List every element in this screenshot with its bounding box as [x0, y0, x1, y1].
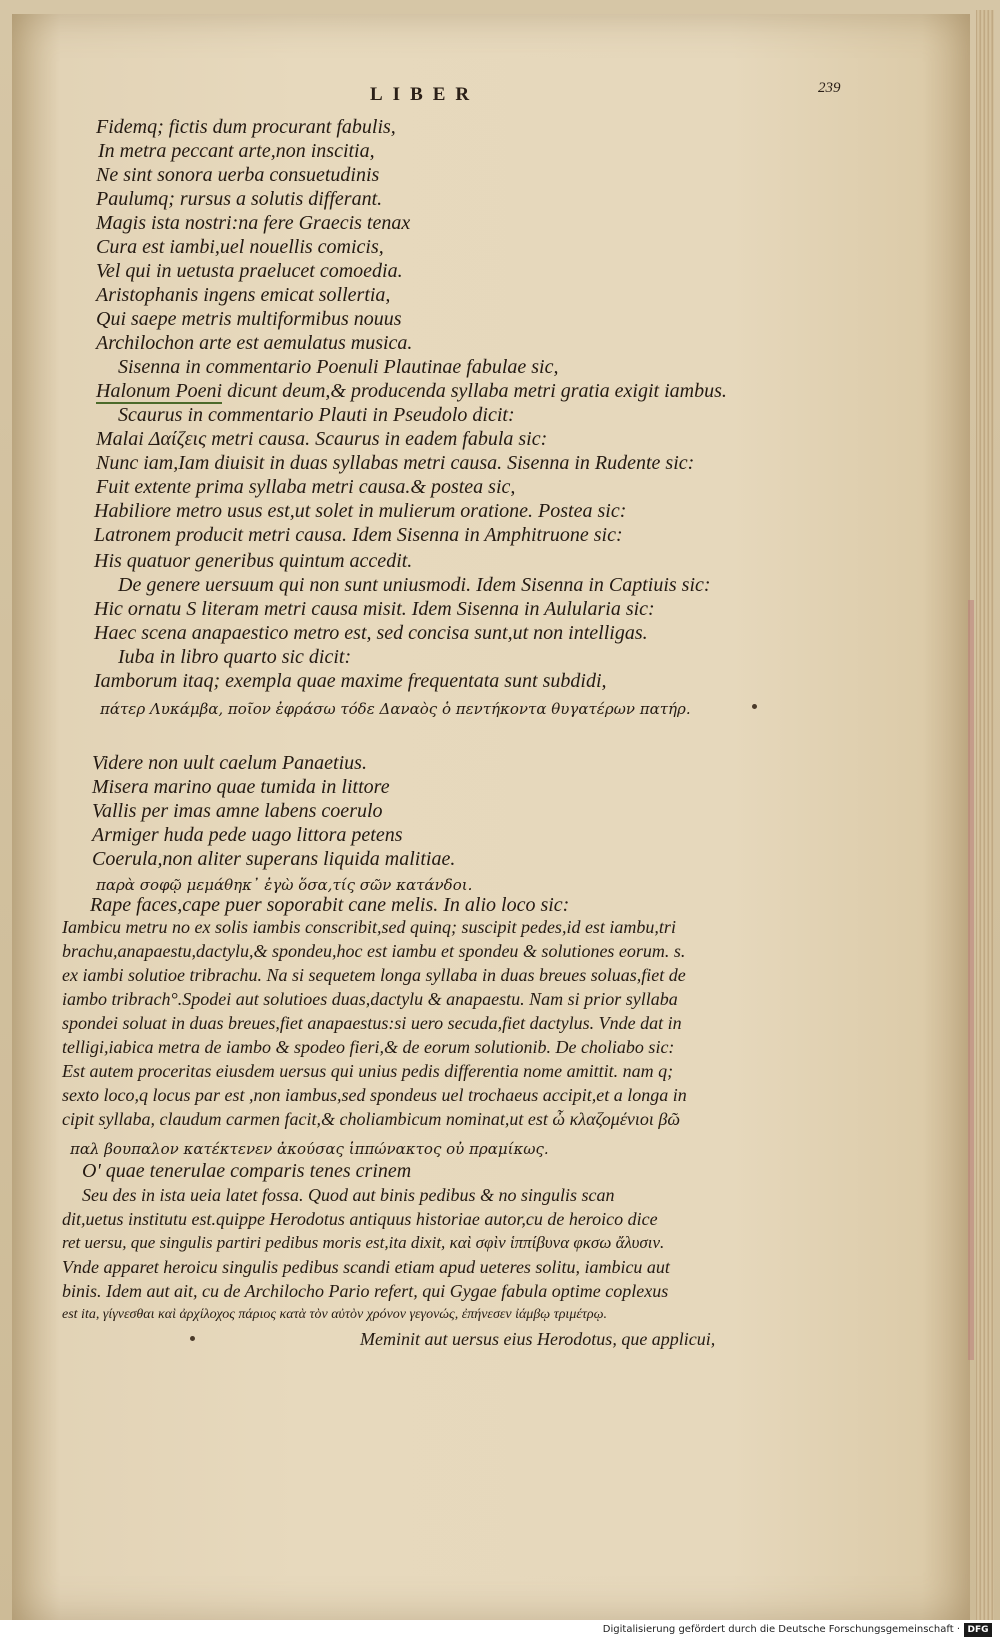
verse-line: Armiger huda pede uago littora petens — [92, 824, 403, 846]
greek-line: παλ βουπαλον κατέκτενεν ἀκούσας ἱππώνακτος οὐ πραμίκως. — [70, 1140, 549, 1158]
text-line: Magis ista nostri:na fere Graecis tenax — [96, 212, 411, 234]
prose-line: binis. Idem aut ait, cu de Archilocho Pario refert, qui Gygae fabula optime coplexus — [62, 1281, 669, 1301]
text-line: Malai Δαίζεις metri causa. Scaurus in eadem fabula sic: — [96, 428, 548, 450]
text-line: Hic ornatu S literam metri causa misit. Idem Sisenna in Aulularia sic: — [94, 598, 655, 620]
footer-credit: Digitalisierung gefördert durch die Deutsche Forschungsgemeinschaft · — [602, 1624, 960, 1635]
greek-line: πάτερ Λυκάμβα, ποῖον ἐφράσω τόδε Δαναὸς ὁ πεντήκοντα θυγατέρων πατήρ. — [100, 700, 691, 718]
text-line: Iamborum itaq; exempla quae maxime frequentata sunt subdidi, — [94, 670, 607, 692]
prose-line: est ita, γίγνεσθαι καὶ ἀρχίλοχος πάριος κατὰ τὸν αὐτὸν χρόνον γεγονώς, ἐπήνεσεν ἰάμβῳ τριμέτρῳ. — [62, 1307, 607, 1322]
text-line: His quatuor generibus quintum accedit. — [94, 550, 413, 572]
text-line: Aristophanis ingens emicat sollertia, — [96, 284, 391, 306]
prose-line: ret uersu, que singulis partiri pedibus moris est,ita dixit, καὶ σφὶν ἱππίβυνα φκσω ἄλυσιν. — [62, 1233, 665, 1252]
verse-line: Seu des in ista ueia latet fossa. Quod aut binis pedibus & no singulis scan — [82, 1185, 615, 1205]
text-line: Latronem producit metri causa. Idem Sisenna in Amphitruone sic: — [94, 524, 623, 546]
prose-line: spondei soluat in duas breues,fiet anapaestus:si uero secuda,fiet dactylus. Vnde dat in — [62, 1013, 682, 1033]
verse-line: O' quae tenerulae comparis tenes crinem — [82, 1160, 412, 1182]
verse-line: Coerula,non aliter superans liquida malitiae. — [92, 848, 456, 870]
text-line: Qui saepe metris multiformibus nouus — [96, 308, 402, 330]
verse-line: Vallis per imas amne labens coerulo — [92, 800, 383, 822]
text-line: Cura est iambi,uel nouellis comicis, — [96, 236, 384, 258]
text-line: Iuba in libro quarto sic dicit: — [118, 646, 352, 668]
prose-line: cipit syllaba, claudum carmen facit,& choliambicum nominat,ut est ὦ κλαζομένιοι βῶ — [62, 1109, 681, 1129]
text-line-rest: dicunt deum,& producenda syllaba metri gratia exigit iambus. — [222, 380, 727, 402]
prose-line: telligi,iabica metra de iambo & spodeo fieri,& de eorum solutionib. De choliabo sic: — [62, 1037, 675, 1057]
verse-line: Misera marino quae tumida in littore — [92, 776, 390, 798]
prose-line: Vnde apparet heroicu singulis pedibus scandi etiam apud ueteres solitu, iambicu aut — [62, 1257, 670, 1277]
prose-line: brachu,anapaestu,dactylu,& spondeu,hoc est iambu et spondeu & solutiones eorum. s. — [62, 941, 686, 961]
page-red-edge — [968, 600, 974, 1360]
text-line: Fidemq; fictis dum procurant fabulis, — [96, 116, 396, 138]
prose-line: iambo tribrach°.Spodei aut solutioes duas,dactylu & anapaestu. Nam si prior syllaba — [62, 989, 678, 1009]
text-line: Fuit extente prima syllaba metri causa.& postea sic, — [96, 476, 516, 498]
text-line: Sisenna in commentario Poenuli Plautinae fabulae sic, — [118, 356, 559, 378]
text-line: Vel qui in uetusta praelucet comoedia. — [96, 260, 403, 282]
text-line: In metra peccant arte,non inscitia, — [98, 140, 375, 162]
prose-line: Meminit aut uersus eius Herodotus, que applicui, — [360, 1329, 716, 1349]
folio-number: 239 — [818, 80, 841, 96]
margin-mark — [752, 704, 757, 709]
text-line: Archilochon arte est aemulatus musica. — [96, 332, 413, 354]
underlined-text: Halonum Poeni — [96, 380, 223, 402]
text-line: Habiliore metro usus est,ut solet in mulierum oratione. Postea sic: — [94, 500, 627, 522]
prose-line: ex iambi solutioe tribrachu. Na si sequetem longa syllaba in duas breues soluas,fiet de — [62, 965, 686, 985]
page-fore-edge — [976, 10, 994, 1622]
running-head: LIBER — [370, 84, 480, 105]
dfg-logo: DFG — [964, 1623, 992, 1637]
text-line: Nunc iam,Iam diuisit in duas syllabas metri causa. Sisenna in Rudente sic: — [96, 452, 695, 474]
text-line: Paulumq; rursus a solutis differant. — [96, 188, 383, 210]
prose-line: sexto loco,q locus par est ,non iambus,sed spondeus uel trochaeus accipit,et a longa in — [62, 1085, 687, 1105]
footer-bar — [0, 1620, 1000, 1642]
text-line — [96, 380, 727, 402]
prose-line: Iambicu metru no ex solis iambis conscribit,sed quinq; suscipit pedes,id est iambu,tri — [62, 917, 676, 937]
text-line: De genere uersuum qui non sunt uniusmodi. Idem Sisenna in Captiuis sic: — [118, 574, 711, 596]
text-line: Ne sint sonora uerba consuetudinis — [96, 164, 380, 186]
text-line: Scaurus in commentario Plauti in Pseudolo dicit: — [118, 404, 515, 426]
text-line: Haec scena anapaestico metro est, sed concisa sunt,ut non intelligas. — [94, 622, 648, 644]
verse-line: Rape faces,cape puer soporabit cane melis. In alio loco sic: — [90, 894, 570, 916]
margin-mark — [190, 1336, 195, 1341]
prose-line: dit,uetus institutu est.quippe Herodotus antiquus historiae autor,cu de heroico dice — [62, 1209, 658, 1229]
prose-line: Est autem proceritas eiusdem uersus qui unius pedis differentia nome amittit. nam q; — [62, 1061, 674, 1081]
verse-line: Videre non uult caelum Panaetius. — [92, 752, 367, 774]
greek-line: παρὰ σοφῷ μεμάθηκ᾽ ἐγὼ ὅσα,τίς σῶν κατάνδοι. — [96, 876, 473, 894]
